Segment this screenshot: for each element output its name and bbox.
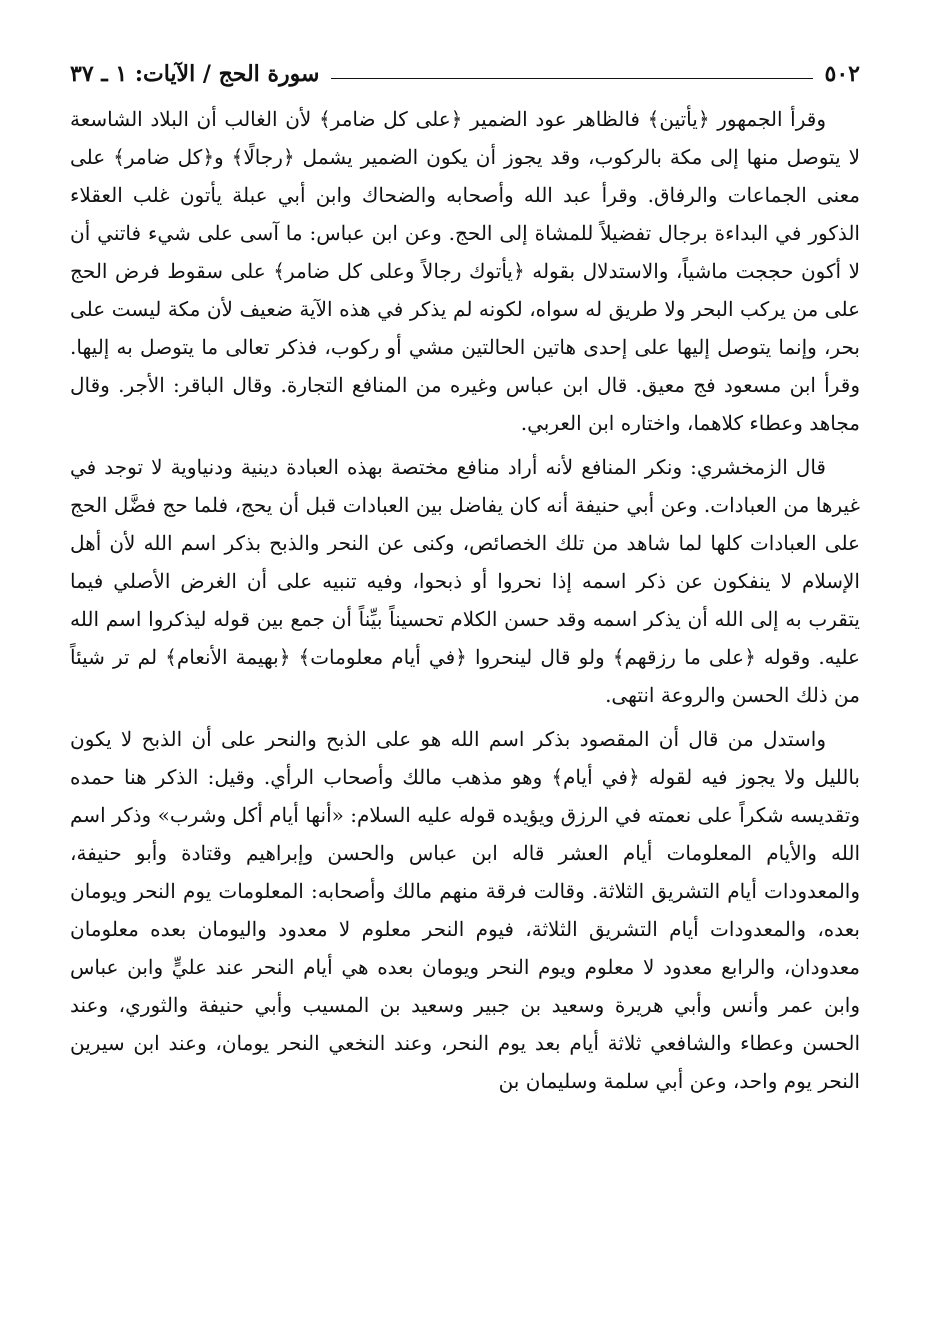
header-rule — [331, 78, 812, 79]
book-page — [70, 54, 860, 1106]
paragraph-3: واستدل من قال أن المقصود بذكر اسم الله هو على الذبح والنحر على أن الذبح لا يكون بالليل ولا يجوز فيه لقوله ﴿في أيام﴾ وهو مذهب مالك وأصحاب الرأي. وقيل: الذكر هنا حمده وتقديسه شكراً على نعمته في الرزق ويؤيده قوله عليه السلام: «أنها أيام أكل وشرب» وذكر اسم الله والأيام المعلومات أيام العشر قاله ابن عباس والحسن وإبراهيم وقتادة وأبو حنيفة، والمعدودات أيام التشريق الثلاثة. وقالت فرقة منهم مالك وأصحابه: المعلومات يوم النحر ويومان بعده، والمعدودات أيام التشريق الثلاثة، فيوم النحر معلوم لا معدود واليومان بعده معلومان معدودان، والرابع معدود لا معلوم ويوم النحر ويومان بعده هي أيام النحر عند عليٍّ وابن عباس وابن عمر وأنس وأبي هريرة وسعيد بن جبير وسعيد بن المسيب وأبي حنيفة والثوري، وعند الحسن وعطاء والشافعي ثلاثة أيام بعد يوم النحر، وعند النخعي النحر يومان، وعند ابن سيرين النحر يوم واحد، وعن أبي سلمة وسليمان بن — [70, 727, 860, 1093]
page-header — [70, 54, 860, 94]
paragraph-1: وقرأ الجمهور ﴿يأتين﴾ فالظاهر عود الضمير ﴿على كل ضامر﴾ لأن الغالب أن البلاد الشاسعة لا يتوصل منها إلى مكة بالركوب، وقد يجوز أن يكون الضمير يشمل ﴿رجالًا﴾ و﴿كل ضامر﴾ على معنى الجماعات والرفاق. وقرأ عبد الله وأصحابه والضحاك وابن أبي عبلة يأتون غلب العقلاء الذكور في البداءة برجال تفضيلاً للمشاة إلى الحج. وعن ابن عباس: ما آسى على شيء فاتني أن لا أكون حججت ماشياً، والاستدلال بقوله ﴿يأتوك رجالاً وعلى كل ضامر﴾ على سقوط فرض الحج على من يركب البحر ولا طريق له سواه، لكونه لم يذكر في هذه الآية ضعيف لأن مكة ليست على بحر، وإنما يتوصل إليها على إحدى هاتين الحالتين مشي أو ركوب، فذكر تعالى ما يتوصل به إليها. وقرأ ابن مسعود فج معيق. قال ابن عباس وغيره من المنافع التجارة. وقال الباقر: الأجر. وقال مجاهد وعطاء كلاهما، واختاره ابن العربي. — [70, 107, 860, 435]
page-number: ٥٠٢ — [824, 61, 860, 87]
running-title: سورة الحج / الآيات: ١ ـ ٣٧ — [70, 61, 320, 87]
paragraph-2: قال الزمخشري: ونكر المنافع لأنه أراد منافع مختصة بهذه العبادة دينية ودنياوية لا توجد في غيرها من العبادات. وعن أبي حنيفة أنه كان يفاضل بين العبادات قبل أن يحج، فلما حج فضَّل الحج على العبادات كلها لما شاهد من تلك الخصائص، وكنى عن النحر والذبح بذكر اسم الله لأن أهل الإسلام لا ينفكون عن ذكر اسمه إذا نحروا أو ذبحوا، وفيه تنبيه على أن الغرض الأصلي فيما يتقرب به إلى الله أن يذكر اسمه وقد حسن الكلام تحسيناً بيِّناً أن جمع بين قوله ليذكروا اسم الله عليه. وقوله ﴿على ما رزقهم﴾ ولو قال لينحروا ﴿في أيام معلومات﴾ ﴿بهيمة الأنعام﴾ لم تر شيئاً من ذلك الحسن والروعة انتهى. — [70, 455, 861, 707]
page-body — [70, 100, 860, 1100]
